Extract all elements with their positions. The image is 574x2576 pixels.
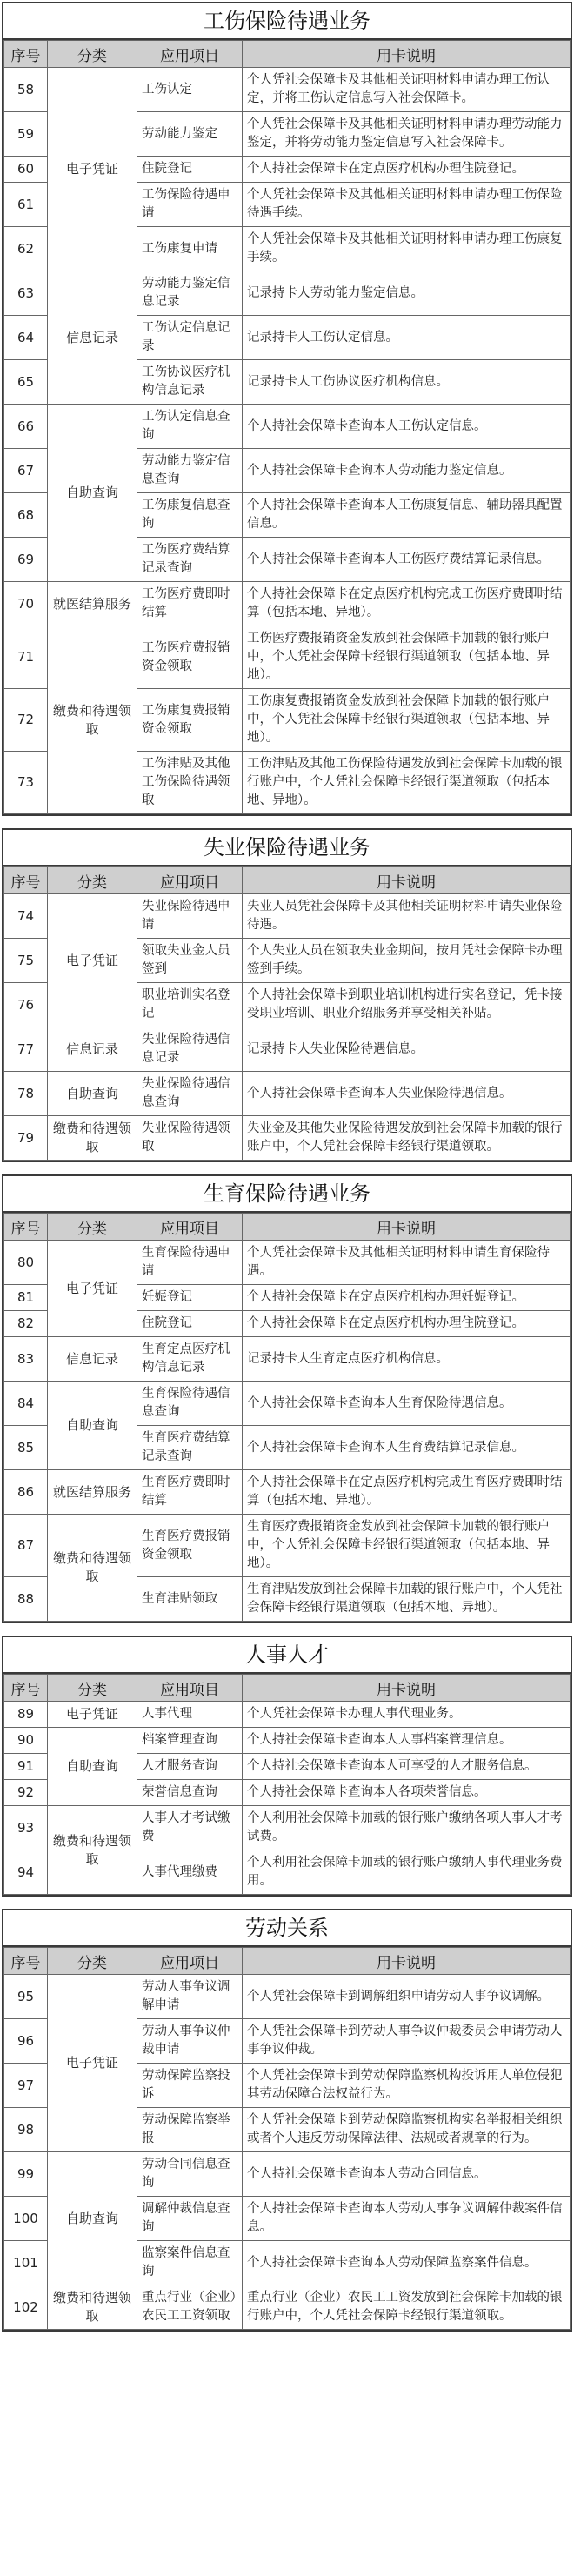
item-cell: 失业保险待遇领取	[137, 1116, 243, 1161]
seq-header: 序号	[4, 1948, 48, 1975]
category-header: 分类	[48, 1675, 137, 1702]
description-cell: 个人凭社会保障卡到劳动保障监察机构实名举报相关组织或者个人违反劳动保障法律、法规或者规章的行为。	[243, 2108, 571, 2152]
service-table	[3, 1674, 571, 1895]
service-table	[3, 40, 571, 814]
item-cell: 职业培训实名登记	[137, 983, 243, 1027]
seq-header: 序号	[4, 41, 48, 68]
table-row	[4, 2152, 571, 2197]
row-number: 87	[4, 1515, 48, 1577]
description-cell: 个人利用社会保障卡加载的银行账户缴纳各项人事人才考试费。	[243, 1806, 571, 1850]
desc-header: 用卡说明	[243, 1214, 571, 1241]
description-cell: 个人持社会保障卡查询本人工伤康复信息、辅助器具配置信息。	[243, 493, 571, 538]
description-cell: 工伤医疗费报销资金发放到社会保障卡加载的银行账户中，个人凭社会保障卡经银行渠道领取（包括本地、异地）。	[243, 626, 571, 689]
desc-header: 用卡说明	[243, 867, 571, 894]
category-cell: 信息记录	[48, 1027, 137, 1072]
category-header: 分类	[48, 1214, 137, 1241]
category-header: 分类	[48, 41, 137, 68]
row-number: 81	[4, 1285, 48, 1311]
row-number: 63	[4, 271, 48, 316]
category-cell: 自助查询	[48, 1728, 137, 1806]
service-table	[3, 1947, 571, 2330]
row-number: 58	[4, 68, 48, 112]
table-row	[4, 405, 571, 449]
item-cell: 荣誉信息查询	[137, 1780, 243, 1806]
row-number: 75	[4, 939, 48, 983]
row-number: 69	[4, 538, 48, 582]
section-title: 人事人才	[3, 1637, 571, 1674]
description-cell: 个人持社会保障卡查询本人失业保险待遇信息。	[243, 1072, 571, 1116]
table-row	[4, 1975, 571, 2019]
section	[2, 1174, 572, 1623]
section-title: 劳动关系	[3, 1910, 571, 1947]
item-header: 应用项目	[137, 41, 243, 68]
item-cell: 劳动保障监察举报	[137, 2108, 243, 2152]
row-number: 67	[4, 449, 48, 493]
description-cell: 个人凭社会保障卡及其他相关证明材料申请办理工伤保险待遇手续。	[243, 183, 571, 227]
description-cell: 个人持社会保障卡在定点医疗机构完成生育医疗费即时结算（包括本地、异地）。	[243, 1470, 571, 1515]
table-row	[4, 1116, 571, 1161]
category-cell: 信息记录	[48, 271, 137, 405]
header-row	[4, 867, 571, 894]
desc-header: 用卡说明	[243, 1948, 571, 1975]
description-cell: 个人持社会保障卡在定点医疗机构办理妊娠登记。	[243, 1285, 571, 1311]
description-cell: 生育医疗费报销资金发放到社会保障卡加载的银行账户中，个人凭社会保障卡经银行渠道领取（包括本地、异地）。	[243, 1515, 571, 1577]
description-cell: 个人持社会保障卡到职业培训机构进行实名登记，凭卡接受职业培训、职业介绍服务并享受相关补贴。	[243, 983, 571, 1027]
category-cell: 自助查询	[48, 2152, 137, 2285]
description-cell: 记录持卡人工伤协议医疗机构信息。	[243, 360, 571, 405]
item-cell: 工伤医疗费报销资金领取	[137, 626, 243, 689]
row-number: 66	[4, 405, 48, 449]
description-cell: 个人凭社会保障卡及其他相关证明材料申请办理工伤认定，并将工伤认定信息写入社会保障卡。	[243, 68, 571, 112]
description-cell: 个人利用社会保障卡加载的银行账户缴纳人事代理业务费用。	[243, 1850, 571, 1895]
row-number: 92	[4, 1780, 48, 1806]
description-cell: 个人持社会保障卡查询本人工伤医疗费结算记录信息。	[243, 538, 571, 582]
item-cell: 住院登记	[137, 1311, 243, 1337]
row-number: 60	[4, 157, 48, 183]
category-cell: 缴费和待遇领取	[48, 1515, 137, 1622]
header-row	[4, 1948, 571, 1975]
item-cell: 监察案件信息查询	[137, 2241, 243, 2285]
category-cell: 电子凭证	[48, 894, 137, 1027]
item-cell: 劳动合同信息查询	[137, 2152, 243, 2197]
item-cell: 档案管理查询	[137, 1728, 243, 1754]
description-cell: 生育津贴发放到社会保障卡加载的银行账户中，个人凭社会保障卡经银行渠道领取（包括本地、异地）。	[243, 1577, 571, 1622]
item-cell: 妊娠登记	[137, 1285, 243, 1311]
item-cell: 人事代理	[137, 1702, 243, 1728]
row-number: 97	[4, 2064, 48, 2108]
description-cell: 个人持社会保障卡在定点医疗机构办理住院登记。	[243, 1311, 571, 1337]
row-number: 99	[4, 2152, 48, 2197]
service-table	[3, 866, 571, 1161]
item-cell: 工伤医疗费即时结算	[137, 582, 243, 626]
category-cell: 就医结算服务	[48, 1470, 137, 1515]
item-cell: 工伤康复信息查询	[137, 493, 243, 538]
item-cell: 住院登记	[137, 157, 243, 183]
description-cell: 失业人员凭社会保障卡及其他相关证明材料申请失业保险待遇。	[243, 894, 571, 939]
table-row	[4, 1702, 571, 1728]
item-cell: 生育津贴领取	[137, 1577, 243, 1622]
category-cell: 缴费和待遇领取	[48, 626, 137, 814]
item-cell: 工伤康复申请	[137, 227, 243, 271]
row-number: 78	[4, 1072, 48, 1116]
item-cell: 工伤认定信息查询	[137, 405, 243, 449]
item-cell: 生育医疗费报销资金领取	[137, 1515, 243, 1577]
item-cell: 劳动人事争议仲裁申请	[137, 2019, 243, 2064]
category-cell: 电子凭证	[48, 68, 137, 271]
item-cell: 劳动能力鉴定信息查询	[137, 449, 243, 493]
description-cell: 个人持社会保障卡在定点医疗机构完成工伤医疗费即时结算（包括本地、异地）。	[243, 582, 571, 626]
item-cell: 人才服务查询	[137, 1754, 243, 1780]
row-number: 82	[4, 1311, 48, 1337]
category-cell: 缴费和待遇领取	[48, 1806, 137, 1895]
item-cell: 工伤保险待遇申请	[137, 183, 243, 227]
row-number: 83	[4, 1337, 48, 1382]
category-cell: 就医结算服务	[48, 582, 137, 626]
row-number: 77	[4, 1027, 48, 1072]
row-number: 71	[4, 626, 48, 689]
item-cell: 人事代理缴费	[137, 1850, 243, 1895]
category-header: 分类	[48, 1948, 137, 1975]
category-header: 分类	[48, 867, 137, 894]
table-row	[4, 1728, 571, 1754]
row-number: 76	[4, 983, 48, 1027]
section	[2, 1909, 572, 2332]
section-title: 生育保险待遇业务	[3, 1176, 571, 1213]
table-row	[4, 2285, 571, 2330]
header-row	[4, 1214, 571, 1241]
row-number: 94	[4, 1850, 48, 1895]
description-cell: 个人持社会保障卡在定点医疗机构办理住院登记。	[243, 157, 571, 183]
table-row	[4, 1241, 571, 1285]
table-row	[4, 582, 571, 626]
item-cell: 生育定点医疗机构信息记录	[137, 1337, 243, 1382]
description-cell: 个人失业人员在领取失业金期间，按月凭社会保障卡办理签到手续。	[243, 939, 571, 983]
row-number: 64	[4, 316, 48, 360]
row-number: 89	[4, 1702, 48, 1728]
description-cell: 个人凭社会保障卡办理人事代理业务。	[243, 1702, 571, 1728]
item-cell: 劳动人事争议调解申请	[137, 1975, 243, 2019]
item-cell: 劳动保障监察投诉	[137, 2064, 243, 2108]
row-number: 79	[4, 1116, 48, 1161]
row-number: 96	[4, 2019, 48, 2064]
section-title: 失业保险待遇业务	[3, 830, 571, 866]
description-cell: 个人持社会保障卡查询本人各项荣誉信息。	[243, 1780, 571, 1806]
category-cell: 电子凭证	[48, 1702, 137, 1728]
item-cell: 生育医疗费即时结算	[137, 1470, 243, 1515]
item-cell: 工伤认定信息记录	[137, 316, 243, 360]
table-row	[4, 1027, 571, 1072]
item-cell: 劳动能力鉴定信息记录	[137, 271, 243, 316]
description-cell: 个人持社会保障卡查询本人劳动能力鉴定信息。	[243, 449, 571, 493]
header-row	[4, 1675, 571, 1702]
section-title: 工伤保险待遇业务	[3, 3, 571, 40]
row-number: 93	[4, 1806, 48, 1850]
table-row	[4, 1515, 571, 1577]
row-number: 61	[4, 183, 48, 227]
row-number: 84	[4, 1382, 48, 1426]
row-number: 86	[4, 1470, 48, 1515]
description-cell: 个人凭社会保障卡及其他相关证明材料申请办理工伤康复手续。	[243, 227, 571, 271]
item-header: 应用项目	[137, 1214, 243, 1241]
row-number: 62	[4, 227, 48, 271]
description-cell: 个人持社会保障卡查询本人劳动人事争议调解仲裁案件信息。	[243, 2197, 571, 2241]
row-number: 101	[4, 2241, 48, 2285]
item-header: 应用项目	[137, 1675, 243, 1702]
desc-header: 用卡说明	[243, 1675, 571, 1702]
description-cell: 个人持社会保障卡查询本人劳动保障监察案件信息。	[243, 2241, 571, 2285]
row-number: 73	[4, 752, 48, 814]
table-row	[4, 1382, 571, 1426]
category-cell: 缴费和待遇领取	[48, 2285, 137, 2330]
table-row	[4, 1072, 571, 1116]
item-cell: 生育保险待遇信息查询	[137, 1382, 243, 1426]
row-number: 85	[4, 1426, 48, 1470]
table-row	[4, 626, 571, 689]
description-cell: 工伤津贴及其他工伤保险待遇发放到社会保障卡加载的银行账户中，个人凭社会保障卡经银行渠道领取（包括本地、异地）。	[243, 752, 571, 814]
description-cell: 工伤康复费报销资金发放到社会保障卡加载的银行账户中，个人凭社会保障卡经银行渠道领取（包括本地、异地）。	[243, 689, 571, 752]
row-number: 74	[4, 894, 48, 939]
item-cell: 失业保险待遇信息查询	[137, 1072, 243, 1116]
item-cell: 调解仲裁信息查询	[137, 2197, 243, 2241]
item-cell: 领取失业金人员签到	[137, 939, 243, 983]
table-row	[4, 1806, 571, 1850]
description-cell: 个人凭社会保障卡到调解组织申请劳动人事争议调解。	[243, 1975, 571, 2019]
seq-header: 序号	[4, 1214, 48, 1241]
item-cell: 人事人才考试缴费	[137, 1806, 243, 1850]
section	[2, 2, 572, 816]
seq-header: 序号	[4, 867, 48, 894]
desc-header: 用卡说明	[243, 41, 571, 68]
item-header: 应用项目	[137, 867, 243, 894]
service-table	[3, 1213, 571, 1622]
row-number: 90	[4, 1728, 48, 1754]
description-cell: 个人持社会保障卡查询本人可享受的人才服务信息。	[243, 1754, 571, 1780]
category-cell: 自助查询	[48, 1382, 137, 1470]
description-cell: 个人持社会保障卡查询本人生育费结算记录信息。	[243, 1426, 571, 1470]
description-cell: 个人凭社会保障卡到劳动保障监察机构投诉用人单位侵犯其劳动保障合法权益行为。	[243, 2064, 571, 2108]
row-number: 102	[4, 2285, 48, 2330]
row-number: 88	[4, 1577, 48, 1622]
header-row	[4, 41, 571, 68]
description-cell: 个人凭社会保障卡及其他相关证明材料申请办理劳动能力鉴定，并将劳动能力鉴定信息写入社会保障卡。	[243, 112, 571, 157]
description-cell: 失业金及其他失业保险待遇发放到社会保障卡加载的银行账户中，个人凭社会保障卡经银行渠道领取。	[243, 1116, 571, 1161]
item-cell: 工伤协议医疗机构信息记录	[137, 360, 243, 405]
table-row	[4, 1470, 571, 1515]
description-cell: 记录持卡人工伤认定信息。	[243, 316, 571, 360]
category-cell: 缴费和待遇领取	[48, 1116, 137, 1161]
seq-header: 序号	[4, 1675, 48, 1702]
section	[2, 1636, 572, 1897]
table-row	[4, 68, 571, 112]
row-number: 59	[4, 112, 48, 157]
row-number: 80	[4, 1241, 48, 1285]
description-cell: 记录持卡人失业保险待遇信息。	[243, 1027, 571, 1072]
description-cell: 个人凭社会保障卡到劳动人事争议仲裁委员会申请劳动人事争议仲裁。	[243, 2019, 571, 2064]
row-number: 100	[4, 2197, 48, 2241]
category-cell: 自助查询	[48, 1072, 137, 1116]
item-cell: 工伤康复费报销资金领取	[137, 689, 243, 752]
item-cell: 劳动能力鉴定	[137, 112, 243, 157]
description-cell: 个人持社会保障卡查询本人生育保险待遇信息。	[243, 1382, 571, 1426]
table-row	[4, 271, 571, 316]
item-header: 应用项目	[137, 1948, 243, 1975]
category-cell: 信息记录	[48, 1337, 137, 1382]
row-number: 68	[4, 493, 48, 538]
category-cell: 电子凭证	[48, 1241, 137, 1337]
table-row	[4, 894, 571, 939]
item-cell: 重点行业（企业）农民工工资领取	[137, 2285, 243, 2330]
description-cell: 个人持社会保障卡查询本人劳动合同信息。	[243, 2152, 571, 2197]
description-cell: 记录持卡人生育定点医疗机构信息。	[243, 1337, 571, 1382]
item-cell: 生育医疗费结算记录查询	[137, 1426, 243, 1470]
item-cell: 失业保险待遇信息记录	[137, 1027, 243, 1072]
row-number: 98	[4, 2108, 48, 2152]
item-cell: 工伤津贴及其他工伤保险待遇领取	[137, 752, 243, 814]
table-row	[4, 1337, 571, 1382]
description-cell: 记录持卡人劳动能力鉴定信息。	[243, 271, 571, 316]
description-cell: 个人凭社会保障卡及其他相关证明材料申请生育保险待遇。	[243, 1241, 571, 1285]
category-cell: 自助查询	[48, 405, 137, 582]
item-cell: 工伤医疗费结算记录查询	[137, 538, 243, 582]
category-cell: 电子凭证	[48, 1975, 137, 2152]
description-cell: 个人持社会保障卡查询本人工伤认定信息。	[243, 405, 571, 449]
row-number: 70	[4, 582, 48, 626]
item-cell: 生育保险待遇申请	[137, 1241, 243, 1285]
description-cell: 重点行业（企业）农民工工资发放到社会保障卡加载的银行账户中，个人凭社会保障卡经银行渠道领取。	[243, 2285, 571, 2330]
row-number: 91	[4, 1754, 48, 1780]
row-number: 95	[4, 1975, 48, 2019]
section	[2, 828, 572, 1162]
item-cell: 工伤认定	[137, 68, 243, 112]
row-number: 65	[4, 360, 48, 405]
row-number: 72	[4, 689, 48, 752]
description-cell: 个人持社会保障卡查询本人人事档案管理信息。	[243, 1728, 571, 1754]
item-cell: 失业保险待遇申请	[137, 894, 243, 939]
